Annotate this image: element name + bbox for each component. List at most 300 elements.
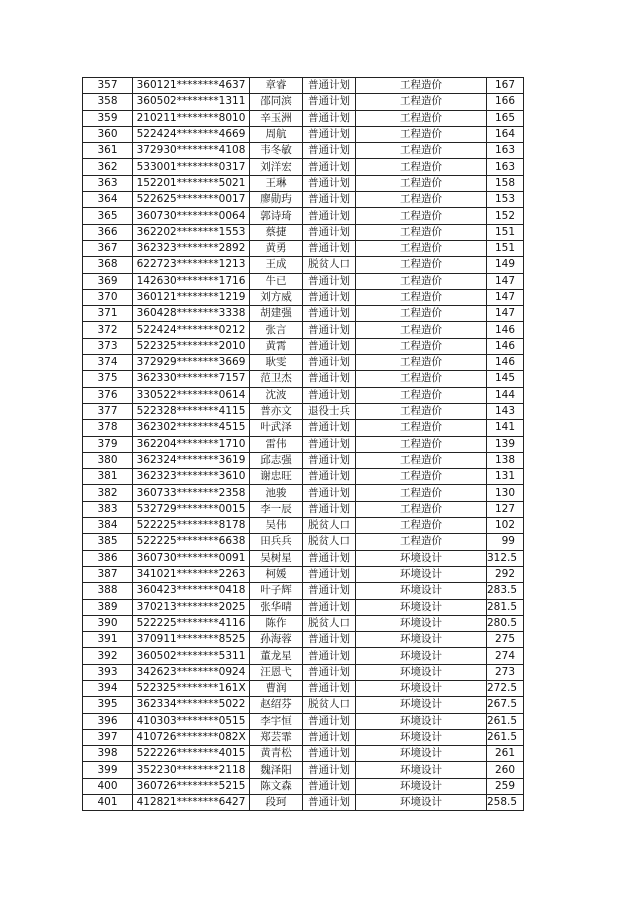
plan-type: 普通计划 xyxy=(303,78,356,94)
plan-type: 普通计划 xyxy=(303,110,356,126)
id-number: 360502********5311 xyxy=(133,648,250,664)
major-name: 环境设计 xyxy=(356,615,487,631)
id-number: 522328********4115 xyxy=(133,403,250,419)
table-row xyxy=(83,648,524,664)
student-name: 张言 xyxy=(250,322,303,338)
score-value: 131 xyxy=(487,469,524,485)
major-name: 工程造价 xyxy=(356,420,487,436)
student-name: 辛玉洲 xyxy=(250,110,303,126)
plan-type: 脱贫人口 xyxy=(303,257,356,273)
id-number: 152201********5021 xyxy=(133,175,250,191)
score-value: 147 xyxy=(487,306,524,322)
id-number: 210211********8010 xyxy=(133,110,250,126)
student-name: 郑芸霏 xyxy=(250,729,303,745)
row-number: 379 xyxy=(83,436,133,452)
student-name: 周航 xyxy=(250,126,303,142)
score-value: 158 xyxy=(487,175,524,191)
id-number: 522225********8178 xyxy=(133,518,250,534)
table-row xyxy=(83,680,524,696)
score-value: 99 xyxy=(487,534,524,550)
major-name: 工程造价 xyxy=(356,501,487,517)
id-number: 410726********082X xyxy=(133,729,250,745)
student-name: 李宇恒 xyxy=(250,713,303,729)
plan-type: 脱贫人口 xyxy=(303,534,356,550)
table-row xyxy=(83,566,524,582)
major-name: 工程造价 xyxy=(356,273,487,289)
major-name: 环境设计 xyxy=(356,697,487,713)
row-number: 363 xyxy=(83,175,133,191)
row-number: 396 xyxy=(83,713,133,729)
id-number: 362324********3619 xyxy=(133,452,250,468)
plan-type: 普通计划 xyxy=(303,289,356,305)
plan-type: 普通计划 xyxy=(303,746,356,762)
student-name: 普亦文 xyxy=(250,403,303,419)
major-name: 工程造价 xyxy=(356,159,487,175)
student-name: 韦冬敏 xyxy=(250,143,303,159)
id-number: 342623********0924 xyxy=(133,664,250,680)
score-value: 281.5 xyxy=(487,599,524,615)
score-value: 163 xyxy=(487,143,524,159)
table-row xyxy=(83,143,524,159)
student-name: 吴树星 xyxy=(250,550,303,566)
table-row xyxy=(83,338,524,354)
plan-type: 普通计划 xyxy=(303,778,356,794)
student-name: 黄霄 xyxy=(250,338,303,354)
row-number: 385 xyxy=(83,534,133,550)
score-value: 151 xyxy=(487,240,524,256)
major-name: 环境设计 xyxy=(356,632,487,648)
student-name: 廖勋玙 xyxy=(250,192,303,208)
row-number: 376 xyxy=(83,387,133,403)
id-number: 522325********2010 xyxy=(133,338,250,354)
table-row xyxy=(83,534,524,550)
major-name: 工程造价 xyxy=(356,78,487,94)
major-name: 工程造价 xyxy=(356,469,487,485)
major-name: 环境设计 xyxy=(356,648,487,664)
student-name: 刘方威 xyxy=(250,289,303,305)
row-number: 387 xyxy=(83,566,133,582)
id-number: 362323********3610 xyxy=(133,469,250,485)
table-row xyxy=(83,697,524,713)
student-name: 黄勇 xyxy=(250,240,303,256)
major-name: 工程造价 xyxy=(356,322,487,338)
student-name: 张华晴 xyxy=(250,599,303,615)
id-number: 362334********5022 xyxy=(133,697,250,713)
student-name: 刘洋宏 xyxy=(250,159,303,175)
table-row xyxy=(83,485,524,501)
major-name: 工程造价 xyxy=(356,208,487,224)
table-row xyxy=(83,469,524,485)
student-name: 王成 xyxy=(250,257,303,273)
major-name: 工程造价 xyxy=(356,257,487,273)
row-number: 401 xyxy=(83,795,133,811)
plan-type: 普通计划 xyxy=(303,159,356,175)
table-row xyxy=(83,257,524,273)
plan-type: 普通计划 xyxy=(303,452,356,468)
table-row xyxy=(83,306,524,322)
id-number: 522625********0017 xyxy=(133,192,250,208)
score-value: 273 xyxy=(487,664,524,680)
student-name: 段珂 xyxy=(250,795,303,811)
plan-type: 脱贫人口 xyxy=(303,697,356,713)
id-number: 360121********4637 xyxy=(133,78,250,94)
table-row xyxy=(83,175,524,191)
table-row xyxy=(83,387,524,403)
plan-type: 退役士兵 xyxy=(303,403,356,419)
id-number: 362204********1710 xyxy=(133,436,250,452)
plan-type: 普通计划 xyxy=(303,208,356,224)
score-value: 274 xyxy=(487,648,524,664)
id-number: 362302********4515 xyxy=(133,420,250,436)
id-number: 522424********4669 xyxy=(133,126,250,142)
row-number: 378 xyxy=(83,420,133,436)
plan-type: 普通计划 xyxy=(303,322,356,338)
student-name: 魏泽阳 xyxy=(250,762,303,778)
id-number: 360730********0091 xyxy=(133,550,250,566)
plan-type: 普通计划 xyxy=(303,192,356,208)
table-row xyxy=(83,420,524,436)
row-number: 368 xyxy=(83,257,133,273)
major-name: 工程造价 xyxy=(356,175,487,191)
table-row xyxy=(83,795,524,811)
plan-type: 普通计划 xyxy=(303,664,356,680)
plan-type: 普通计划 xyxy=(303,648,356,664)
major-name: 环境设计 xyxy=(356,778,487,794)
score-value: 139 xyxy=(487,436,524,452)
row-number: 373 xyxy=(83,338,133,354)
row-number: 375 xyxy=(83,371,133,387)
row-number: 394 xyxy=(83,680,133,696)
student-name: 李一辰 xyxy=(250,501,303,517)
row-number: 374 xyxy=(83,355,133,371)
row-number: 388 xyxy=(83,583,133,599)
plan-type: 普通计划 xyxy=(303,501,356,517)
score-value: 312.5 xyxy=(487,550,524,566)
major-name: 工程造价 xyxy=(356,192,487,208)
table-row xyxy=(83,94,524,110)
major-name: 工程造价 xyxy=(356,338,487,354)
score-value: 292 xyxy=(487,566,524,582)
id-number: 410303********0515 xyxy=(133,713,250,729)
table-row xyxy=(83,192,524,208)
row-number: 397 xyxy=(83,729,133,745)
student-name: 雷伟 xyxy=(250,436,303,452)
major-name: 工程造价 xyxy=(356,371,487,387)
score-value: 258.5 xyxy=(487,795,524,811)
id-number: 142630********1716 xyxy=(133,273,250,289)
major-name: 环境设计 xyxy=(356,746,487,762)
major-name: 工程造价 xyxy=(356,224,487,240)
score-value: 167 xyxy=(487,78,524,94)
id-number: 370213********2025 xyxy=(133,599,250,615)
table-row xyxy=(83,746,524,762)
student-name: 牛已 xyxy=(250,273,303,289)
major-name: 工程造价 xyxy=(356,518,487,534)
plan-type: 普通计划 xyxy=(303,143,356,159)
major-name: 工程造价 xyxy=(356,355,487,371)
score-value: 149 xyxy=(487,257,524,273)
score-value: 164 xyxy=(487,126,524,142)
student-name: 吴伟 xyxy=(250,518,303,534)
plan-type: 普通计划 xyxy=(303,371,356,387)
id-number: 372930********4108 xyxy=(133,143,250,159)
student-name: 郭诗琦 xyxy=(250,208,303,224)
row-number: 399 xyxy=(83,762,133,778)
student-name: 胡建强 xyxy=(250,306,303,322)
major-name: 环境设计 xyxy=(356,680,487,696)
score-value: 163 xyxy=(487,159,524,175)
id-number: 360502********1311 xyxy=(133,94,250,110)
score-value: 261.5 xyxy=(487,729,524,745)
score-value: 267.5 xyxy=(487,697,524,713)
id-number: 360121********1219 xyxy=(133,289,250,305)
table-row xyxy=(83,208,524,224)
table-row xyxy=(83,583,524,599)
student-name: 章睿 xyxy=(250,78,303,94)
row-number: 398 xyxy=(83,746,133,762)
student-name: 蔡捷 xyxy=(250,224,303,240)
table-row xyxy=(83,224,524,240)
row-number: 358 xyxy=(83,94,133,110)
student-name: 曹润 xyxy=(250,680,303,696)
student-name: 黄青松 xyxy=(250,746,303,762)
plan-type: 普通计划 xyxy=(303,713,356,729)
row-number: 362 xyxy=(83,159,133,175)
table-row xyxy=(83,436,524,452)
score-value: 146 xyxy=(487,322,524,338)
table-row xyxy=(83,403,524,419)
table-row xyxy=(83,371,524,387)
plan-type: 普通计划 xyxy=(303,566,356,582)
score-value: 259 xyxy=(487,778,524,794)
id-number: 522225********4116 xyxy=(133,615,250,631)
major-name: 工程造价 xyxy=(356,143,487,159)
row-number: 390 xyxy=(83,615,133,631)
row-number: 392 xyxy=(83,648,133,664)
major-name: 环境设计 xyxy=(356,762,487,778)
score-value: 261.5 xyxy=(487,713,524,729)
score-value: 127 xyxy=(487,501,524,517)
score-value: 146 xyxy=(487,355,524,371)
student-name: 田兵兵 xyxy=(250,534,303,550)
id-number: 522325********161X xyxy=(133,680,250,696)
table-row xyxy=(83,110,524,126)
plan-type: 普通计划 xyxy=(303,126,356,142)
score-value: 165 xyxy=(487,110,524,126)
plan-type: 普通计划 xyxy=(303,338,356,354)
score-value: 261 xyxy=(487,746,524,762)
score-value: 145 xyxy=(487,371,524,387)
score-value: 102 xyxy=(487,518,524,534)
table-row xyxy=(83,355,524,371)
student-name: 王琳 xyxy=(250,175,303,191)
score-value: 130 xyxy=(487,485,524,501)
plan-type: 普通计划 xyxy=(303,469,356,485)
plan-type: 普通计划 xyxy=(303,485,356,501)
table-row xyxy=(83,159,524,175)
plan-type: 普通计划 xyxy=(303,387,356,403)
score-value: 143 xyxy=(487,403,524,419)
id-number: 360726********5215 xyxy=(133,778,250,794)
major-name: 工程造价 xyxy=(356,94,487,110)
plan-type: 普通计划 xyxy=(303,224,356,240)
row-number: 364 xyxy=(83,192,133,208)
row-number: 391 xyxy=(83,632,133,648)
student-name: 耿雯 xyxy=(250,355,303,371)
student-name: 柯媛 xyxy=(250,566,303,582)
row-number: 380 xyxy=(83,452,133,468)
student-name: 赵绍芬 xyxy=(250,697,303,713)
score-value: 144 xyxy=(487,387,524,403)
plan-type: 普通计划 xyxy=(303,795,356,811)
score-value: 166 xyxy=(487,94,524,110)
table-row xyxy=(83,762,524,778)
score-value: 147 xyxy=(487,289,524,305)
table-row xyxy=(83,518,524,534)
major-name: 环境设计 xyxy=(356,795,487,811)
major-name: 工程造价 xyxy=(356,403,487,419)
row-number: 360 xyxy=(83,126,133,142)
plan-type: 普通计划 xyxy=(303,240,356,256)
score-value: 283.5 xyxy=(487,583,524,599)
score-value: 275 xyxy=(487,632,524,648)
major-name: 环境设计 xyxy=(356,566,487,582)
id-number: 362330********7157 xyxy=(133,371,250,387)
row-number: 366 xyxy=(83,224,133,240)
plan-type: 普通计划 xyxy=(303,175,356,191)
plan-type: 脱贫人口 xyxy=(303,615,356,631)
plan-type: 普通计划 xyxy=(303,355,356,371)
table-row xyxy=(83,322,524,338)
table-body xyxy=(83,78,524,811)
id-number: 533001********0317 xyxy=(133,159,250,175)
id-number: 360423********0418 xyxy=(133,583,250,599)
score-value: 147 xyxy=(487,273,524,289)
id-number: 360730********0064 xyxy=(133,208,250,224)
row-number: 400 xyxy=(83,778,133,794)
student-name: 陈文森 xyxy=(250,778,303,794)
plan-type: 普通计划 xyxy=(303,762,356,778)
id-number: 330522********0614 xyxy=(133,387,250,403)
row-number: 377 xyxy=(83,403,133,419)
row-number: 382 xyxy=(83,485,133,501)
row-number: 357 xyxy=(83,78,133,94)
table-row xyxy=(83,273,524,289)
table-row xyxy=(83,126,524,142)
table-row xyxy=(83,501,524,517)
major-name: 环境设计 xyxy=(356,664,487,680)
table-row xyxy=(83,78,524,94)
student-name: 谢忠旺 xyxy=(250,469,303,485)
plan-type: 普通计划 xyxy=(303,632,356,648)
major-name: 环境设计 xyxy=(356,583,487,599)
major-name: 工程造价 xyxy=(356,126,487,142)
id-number: 370911********8525 xyxy=(133,632,250,648)
id-number: 360428********3338 xyxy=(133,306,250,322)
student-name: 叶子辉 xyxy=(250,583,303,599)
major-name: 环境设计 xyxy=(356,713,487,729)
major-name: 工程造价 xyxy=(356,289,487,305)
plan-type: 普通计划 xyxy=(303,273,356,289)
student-name: 叶武泽 xyxy=(250,420,303,436)
score-value: 152 xyxy=(487,208,524,224)
plan-type: 普通计划 xyxy=(303,583,356,599)
row-number: 372 xyxy=(83,322,133,338)
plan-type: 普通计划 xyxy=(303,599,356,615)
table-row xyxy=(83,452,524,468)
student-name: 汪恩弋 xyxy=(250,664,303,680)
plan-type: 脱贫人口 xyxy=(303,518,356,534)
student-name: 邱志强 xyxy=(250,452,303,468)
major-name: 环境设计 xyxy=(356,550,487,566)
id-number: 532729********0015 xyxy=(133,501,250,517)
table-row xyxy=(83,550,524,566)
row-number: 381 xyxy=(83,469,133,485)
plan-type: 普通计划 xyxy=(303,550,356,566)
row-number: 389 xyxy=(83,599,133,615)
table-row xyxy=(83,240,524,256)
student-name: 陈作 xyxy=(250,615,303,631)
student-name: 池骏 xyxy=(250,485,303,501)
id-number: 522225********6638 xyxy=(133,534,250,550)
id-number: 360733********2358 xyxy=(133,485,250,501)
score-value: 138 xyxy=(487,452,524,468)
score-value: 141 xyxy=(487,420,524,436)
major-name: 工程造价 xyxy=(356,306,487,322)
student-name: 孙海蓉 xyxy=(250,632,303,648)
id-number: 352230********2118 xyxy=(133,762,250,778)
student-name: 沈波 xyxy=(250,387,303,403)
table-row xyxy=(83,664,524,680)
plan-type: 普通计划 xyxy=(303,680,356,696)
table-row xyxy=(83,632,524,648)
plan-type: 普通计划 xyxy=(303,94,356,110)
row-number: 370 xyxy=(83,289,133,305)
row-number: 383 xyxy=(83,501,133,517)
major-name: 工程造价 xyxy=(356,452,487,468)
major-name: 工程造价 xyxy=(356,110,487,126)
student-name: 邵同滨 xyxy=(250,94,303,110)
table-row xyxy=(83,778,524,794)
major-name: 工程造价 xyxy=(356,240,487,256)
id-number: 622723********1213 xyxy=(133,257,250,273)
table-row xyxy=(83,289,524,305)
score-value: 146 xyxy=(487,338,524,354)
row-number: 395 xyxy=(83,697,133,713)
major-name: 环境设计 xyxy=(356,599,487,615)
plan-type: 普通计划 xyxy=(303,436,356,452)
major-name: 工程造价 xyxy=(356,387,487,403)
row-number: 393 xyxy=(83,664,133,680)
major-name: 环境设计 xyxy=(356,729,487,745)
plan-type: 普通计划 xyxy=(303,420,356,436)
major-name: 工程造价 xyxy=(356,436,487,452)
row-number: 386 xyxy=(83,550,133,566)
row-number: 367 xyxy=(83,240,133,256)
id-number: 341021********2263 xyxy=(133,566,250,582)
row-number: 369 xyxy=(83,273,133,289)
row-number: 359 xyxy=(83,110,133,126)
score-value: 153 xyxy=(487,192,524,208)
student-name: 董龙星 xyxy=(250,648,303,664)
major-name: 工程造价 xyxy=(356,534,487,550)
id-number: 372929********3669 xyxy=(133,355,250,371)
row-number: 365 xyxy=(83,208,133,224)
score-value: 272.5 xyxy=(487,680,524,696)
score-value: 260 xyxy=(487,762,524,778)
id-number: 412821********6427 xyxy=(133,795,250,811)
table-row xyxy=(83,615,524,631)
